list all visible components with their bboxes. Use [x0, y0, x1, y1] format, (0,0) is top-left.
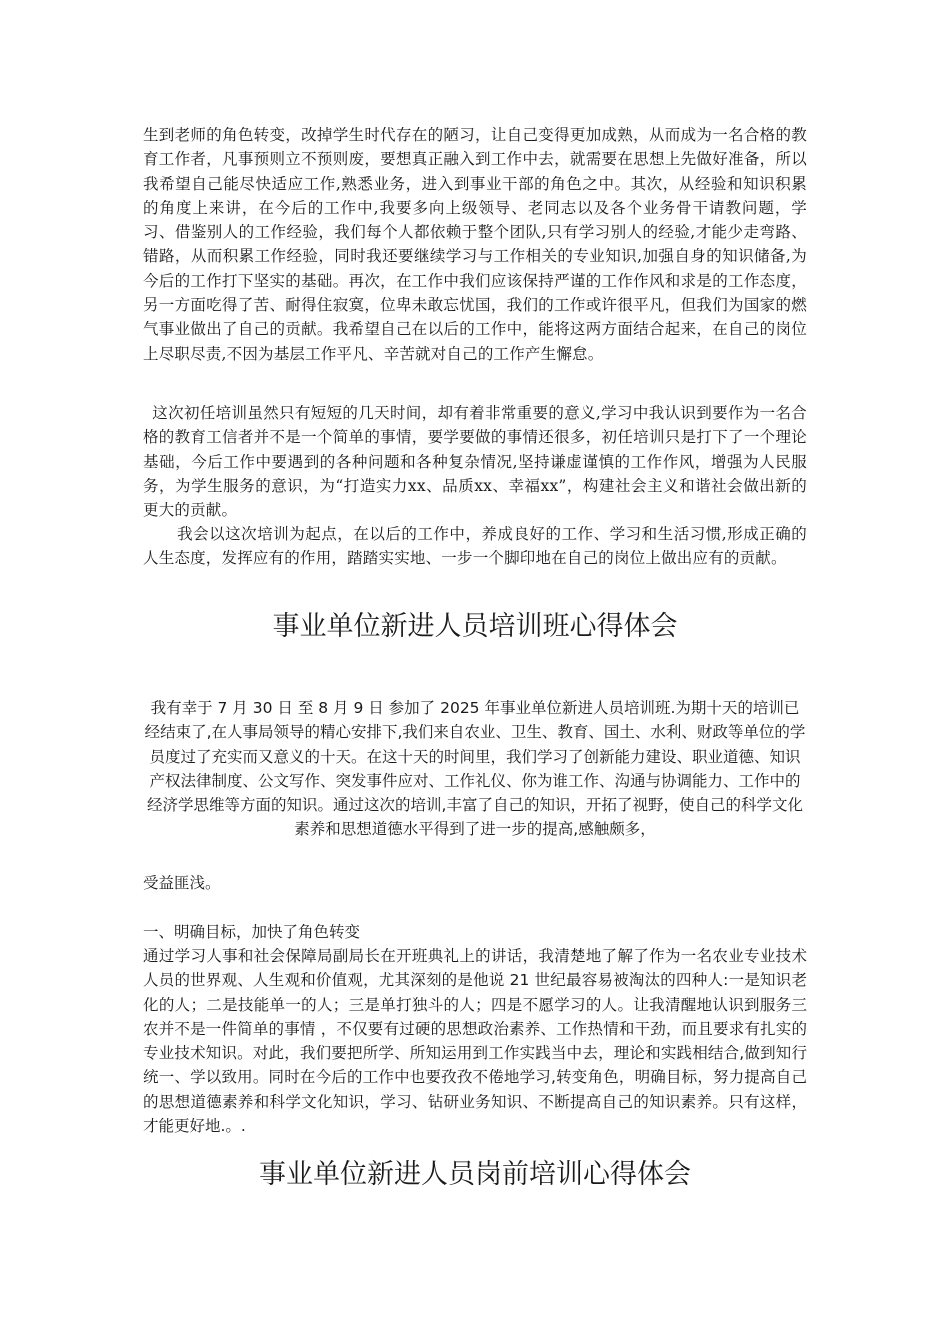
article-title: 事业单位新进人员培训班心得体会 [272, 611, 678, 642]
article-title: 事业单位新进人员岗前培训心得体会 [259, 1159, 691, 1190]
body-paragraph: 这次初任培训虽然只有短短的几天时间，却有着非常重要的意义,学习中我认识到要作为一名合格的教育工信者并不是一个简单的事情，要学要做的事情还很多，初任培训只是打下了一个理论基础，今后工作中要遇到的各种问题和各种复杂情况,坚持谦虚谨慎的工作作风，增强为人民服务，为学生服务的意识，为“打造实力xx、品质xx、幸福xx”，构建社会主义和谐社会做出新的更大的贡献。 [143, 404, 807, 520]
intro-paragraph-tail: 受益匪浅。 [143, 874, 221, 892]
body-paragraph: 我会以这次培训为起点，在以后的工作中，养成良好的工作、学习和生活习惯,形成正确的人生态度，发挥应有的作用，踏踏实实地、一步一个脚印地在自己的岗位上做出应有的贡献。 [143, 525, 807, 568]
body-paragraph: 生到老师的角色转变，改掉学生时代存在的陋习，让自己变得更加成熟，从而成为一名合格的教育工作者，凡事预则立不预则废，要想真正融入到工作中去，就需要在思想上先做好准备，所以我希望自己能尽快适应工作,熟悉业务，进入到事业干部的角色之中。其次，从经验和知识积累的角度上来讲，在今后的工作中,我要多向上级领导、老同志以及各个业务骨干请教问题，学习、借鉴别人的工作经验，我们每个人都依赖于整个团队,只有学习别人的经验,才能少走弯路、错路，从而积累工作经验，同时我还要继续学习与工作相关的专业知识,加强自身的知识储备,为今后的工作打下坚实的基础。再次，在工作中我们应该保持严谨的工作作风和求是的工作态度，另一方面吃得了苦、耐得住寂寞，位卑未敢忘忧国，我们的工作或许很平凡，但我们为国家的燃气事业做出了自己的贡献。我希望自己在以后的工作中，能将这两方面结合起来，在自己的岗位上尽职尽责,不因为基层工作平凡、辛苦就对自己的工作产生懈怠。 [143, 126, 807, 363]
section-paragraph: 通过学习人事和社会保障局副局长在开班典礼上的讲话，我清楚地了解了作为一名农业专业技术人员的世界观、人生观和价值观，尤其深刻的是他说 21 世纪最容易被淘汰的四种人:一是知识老化的人；二是技能单一的人；三是单打独斗的人；四是不愿学习的人。让我清醒地认识到服务三农并不是一件简单的事情 ，不仅要有过硬的思想政治素养、工作热情和干劲，而且要求有扎实的专业技术知识。对此，我们要把所学、所知运用到工作实践当中去，理论和实践相结合,做到知行统一、学以致用。同时在今后的工作中也要孜孜不倦地学习,转变角色，明确目标，努力提高自己的思想道德素养和科学文化知识，学习、钻研业务知识、不断提高自己的知识素养。只有这样，才能更好地.。. [143, 947, 807, 1136]
section-heading: 一、明确目标，加快了角色转变 [143, 923, 361, 941]
intro-paragraph: 我有幸于 7 月 30 日 至 8 月 9 日 参加了 2025 年事业单位新进人员培训班.为期十天的培训已经结束了,在人事局领导的精心安排下,我们来自农业、卫生、教育、国土、水利、财政等单位的学员度过了充实而又意义的十天。在这十天的时间里，我们学习了创新能力建设、职业道德、知识产权法律制度、公文写作、突发事件应对、工作礼仪、你为谁工作、沟通与协调能力、工作中的经济学思维等方面的知识。通过这次的培训,丰富了自己的知识，开拓了视野，使自己的科学文化素养和思想道德水平得到了进一步的提高,感触颇多， [144, 699, 806, 839]
